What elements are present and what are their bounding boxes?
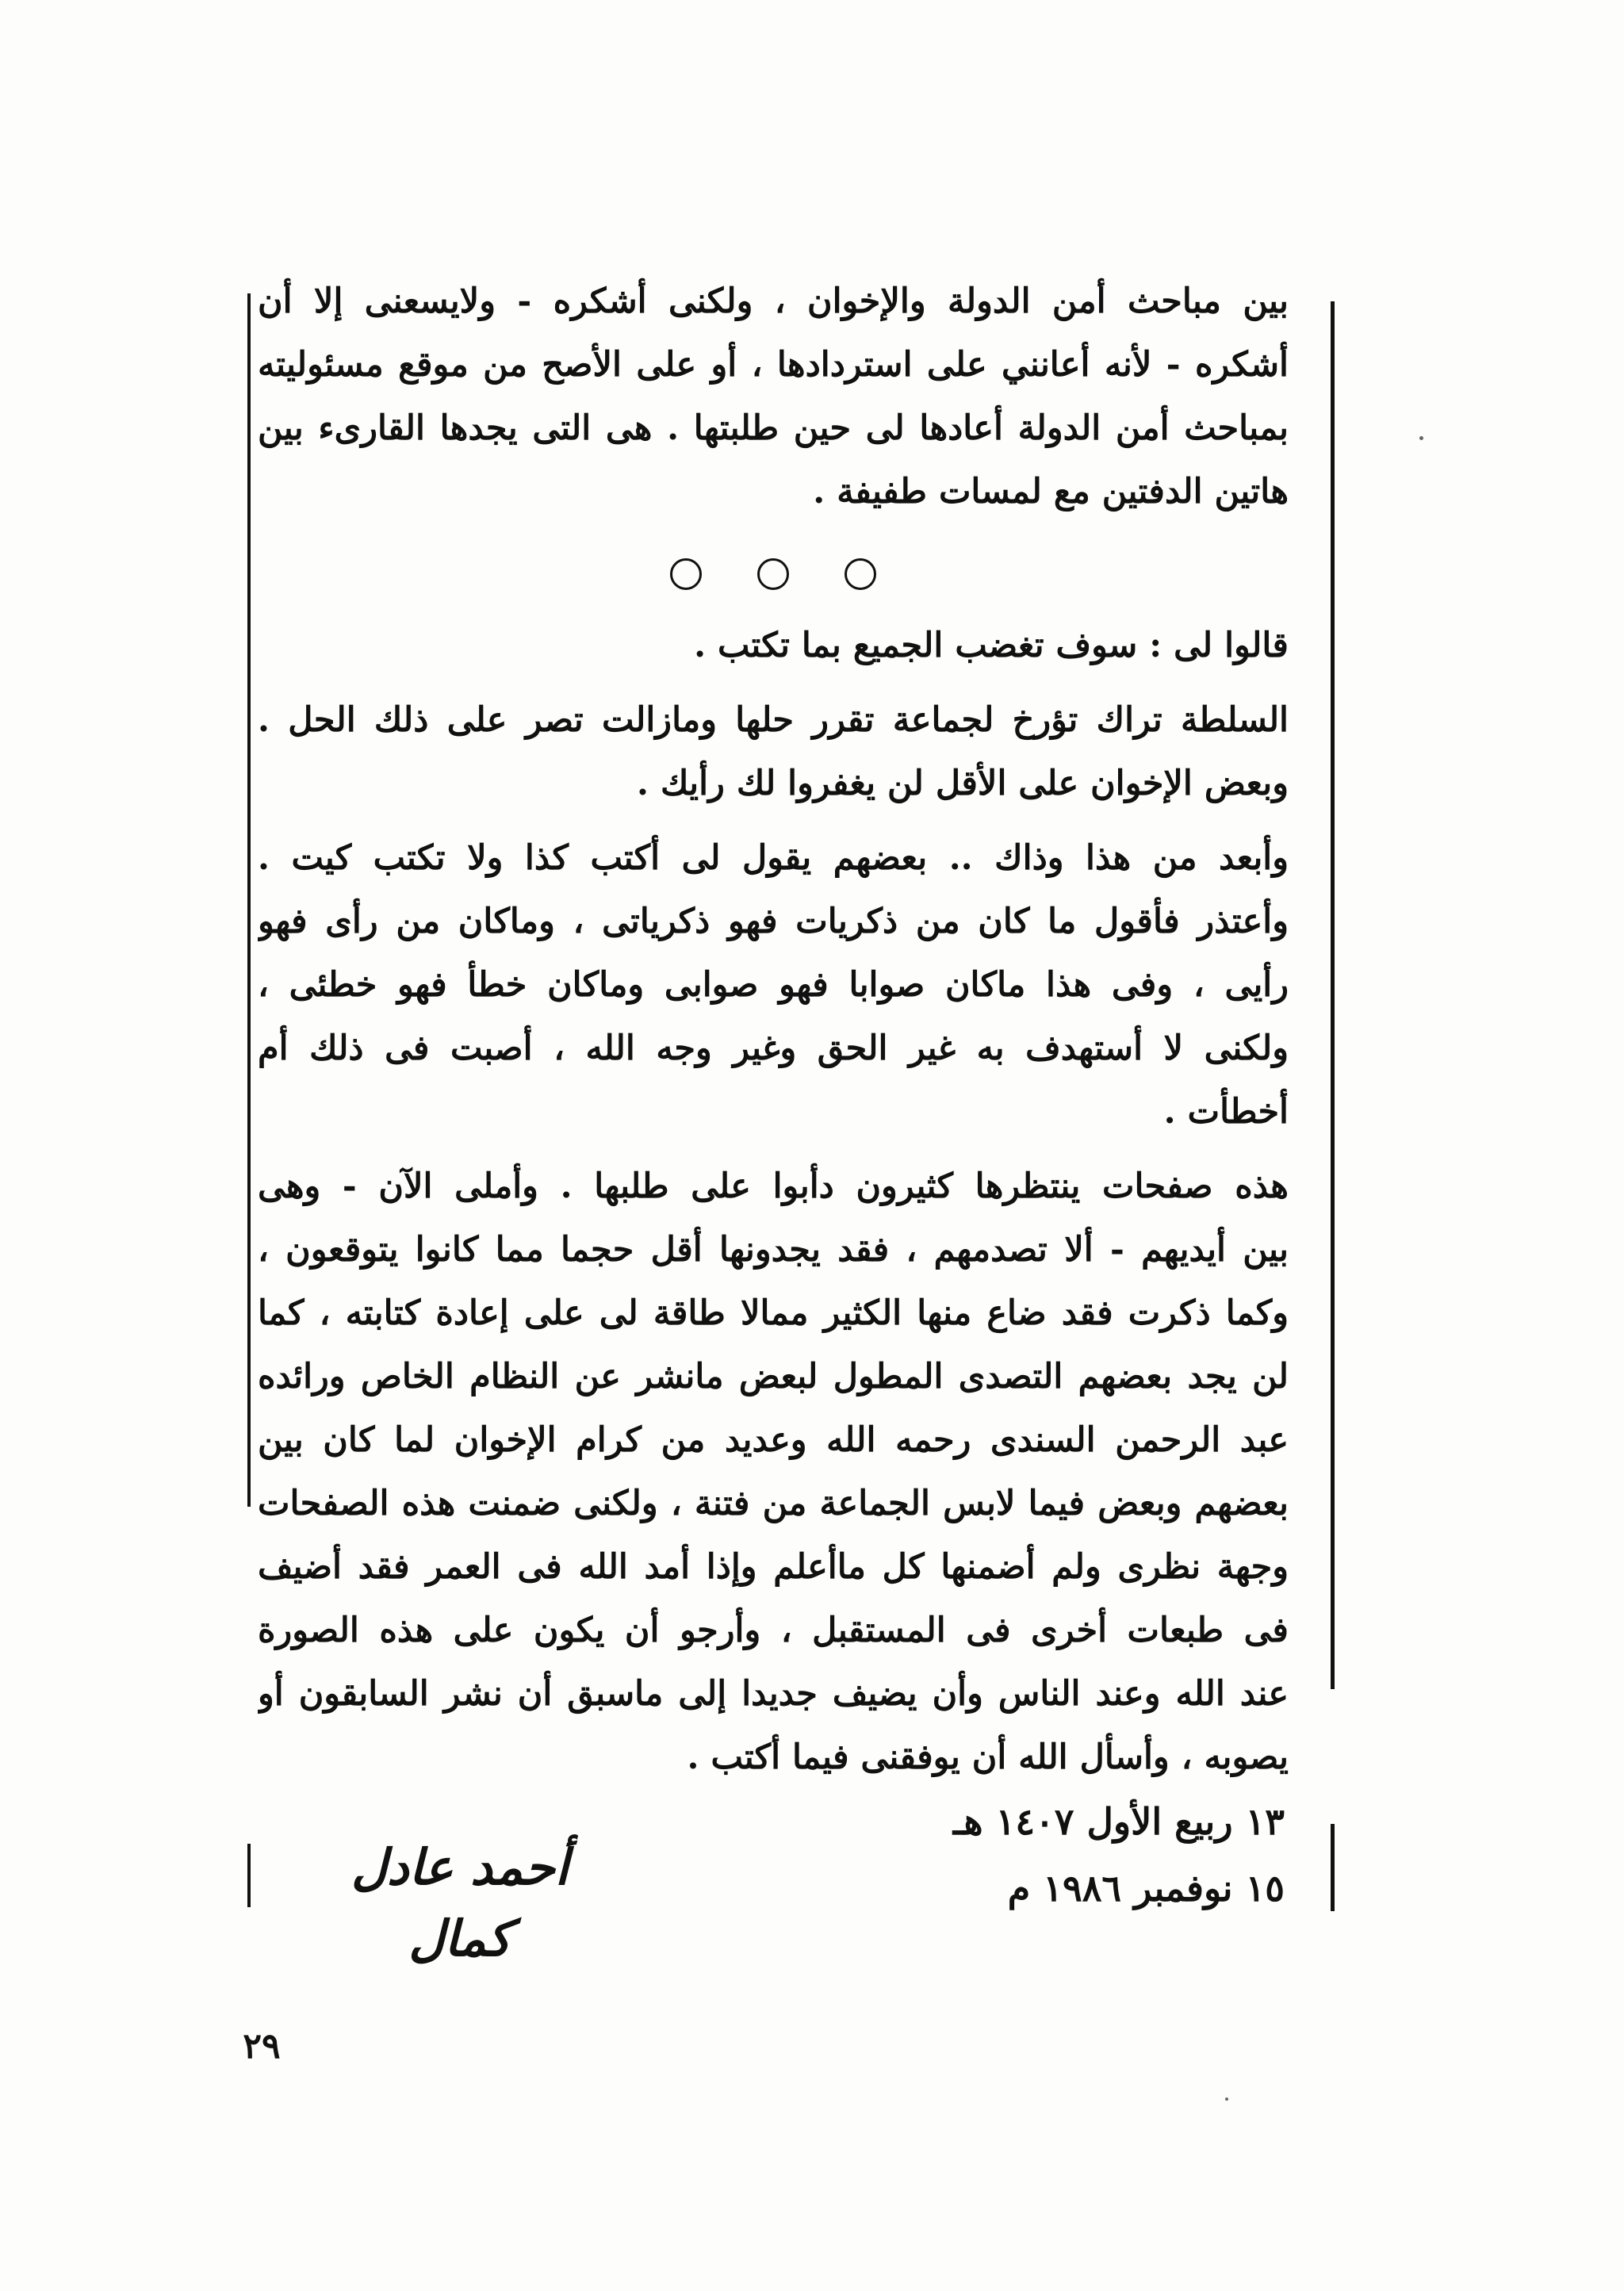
- text-line: فى طبعات أخرى فى المستقبل ، وأرجو أن يكون على هذه الصورة: [258, 1611, 1289, 1650]
- paragraph-3: [258, 688, 1289, 815]
- paragraph-1: [258, 270, 1289, 523]
- date-block: [872, 1788, 1285, 1921]
- text-line: أشكره - لأنه أعانني على استردادها ، أو على الأصح من موقع مسئوليته: [258, 345, 1289, 385]
- text-line: أخطأت .: [1163, 1092, 1289, 1132]
- right-margin-rule-lower: [1331, 1824, 1335, 1911]
- divider-circle: [670, 558, 702, 590]
- text-line: وأبعد من هذا وذاك .. بعضهم يقول لى أكتب كذا ولا تكتب كيت .: [258, 838, 1289, 878]
- paragraph-5: [258, 1155, 1289, 1789]
- text-line: ولكنى لا أستهدف به غير الحق وغير وجه الله ، أصبت فى ذلك أم: [258, 1029, 1289, 1068]
- left-margin-rule: [247, 293, 251, 1507]
- text-line: عند الله وعند الناس وأن يضيف جديدا إلى ماسبق أن نشر السابقون أو: [258, 1674, 1289, 1714]
- text-line: السلطة تراك تؤرخ لجماعة تقرر حلها ومازالت تصر على ذلك الحل .: [258, 700, 1289, 740]
- text-line: قالوا لى : سوف تغضب الجميع بما تكتب .: [694, 626, 1289, 665]
- text-line: رأيى ، وفى هذا ماكان صوابا فهو صوابى وماكان خطأ فهو خطئى ،: [258, 965, 1289, 1005]
- text-line: بعضهم وبعض فيما لابس الجماعة من فتنة ، ولكنى ضمنت هذه الصفحات: [258, 1484, 1289, 1523]
- text-line: هاتين الدفتين مع لمسات طفيفة .: [813, 472, 1289, 511]
- author-signature: أحمد عادل كمال: [350, 1838, 569, 1967]
- text-line: بين أيديهم - ألا تصدمهم ، فقد يجدونها أقل حجما مما كانوا يتوقعون ،: [258, 1230, 1289, 1270]
- scan-speck: [1419, 436, 1423, 440]
- divider-circle: [757, 558, 789, 590]
- divider-circle: [845, 558, 876, 590]
- page-number: ٢٩: [243, 2026, 281, 2067]
- text-line: وبعض الإخوان على الأقل لن يغفروا لك رأيك .: [637, 764, 1289, 803]
- text-line: وأعتذر فأقول ما كان من ذكريات فهو ذكرياتى ، وماكان من رأى فهو: [258, 902, 1289, 941]
- paragraph-2: [258, 614, 1289, 677]
- right-margin-rule: [1331, 301, 1335, 1689]
- text-line: بين مباحث أمن الدولة والإخوان ، ولكنى أشكره - ولايسعنى إلا أن: [258, 282, 1289, 321]
- scan-speck: [1225, 2098, 1228, 2101]
- text-line: وجهة نظرى ولم أضمنها كل ماأعلم وإذا أمد الله فى العمر فقد أضيف: [258, 1547, 1289, 1587]
- text-line: بمباحث أمن الدولة أعادها لى حين طلبتها . هى التى يجدها القارىء بين: [258, 408, 1289, 448]
- body-text: [258, 270, 1289, 1800]
- text-line: وكما ذكرت فقد ضاع منها الكثير ممالا طاقة لى على إعادة كتابته ، كما: [258, 1293, 1289, 1333]
- section-divider: [258, 534, 1289, 614]
- text-line: عبد الرحمن السندى رحمه الله وعديد من كرام الإخوان لما كان بين: [258, 1420, 1289, 1460]
- text-line: يصوبه ، وأسأل الله أن يوفقنى فيما أكتب .: [687, 1737, 1289, 1777]
- left-margin-rule-lower: [247, 1844, 251, 1907]
- date-gregorian: ١٥ نوفمبر ١٩٨٦ م: [1007, 1867, 1285, 1910]
- text-line: لن يجد بعضهم التصدى المطول لبعض مانشر عن النظام الخاص ورائده: [258, 1357, 1289, 1396]
- paragraph-4: [258, 826, 1289, 1144]
- date-hijri: ١٣ ربيع الأول ١٤٠٧ هـ: [952, 1800, 1285, 1843]
- text-line: هذه صفحات ينتظرها كثيرون دأبوا على طلبها . وأملى الآن - وهى: [258, 1167, 1289, 1206]
